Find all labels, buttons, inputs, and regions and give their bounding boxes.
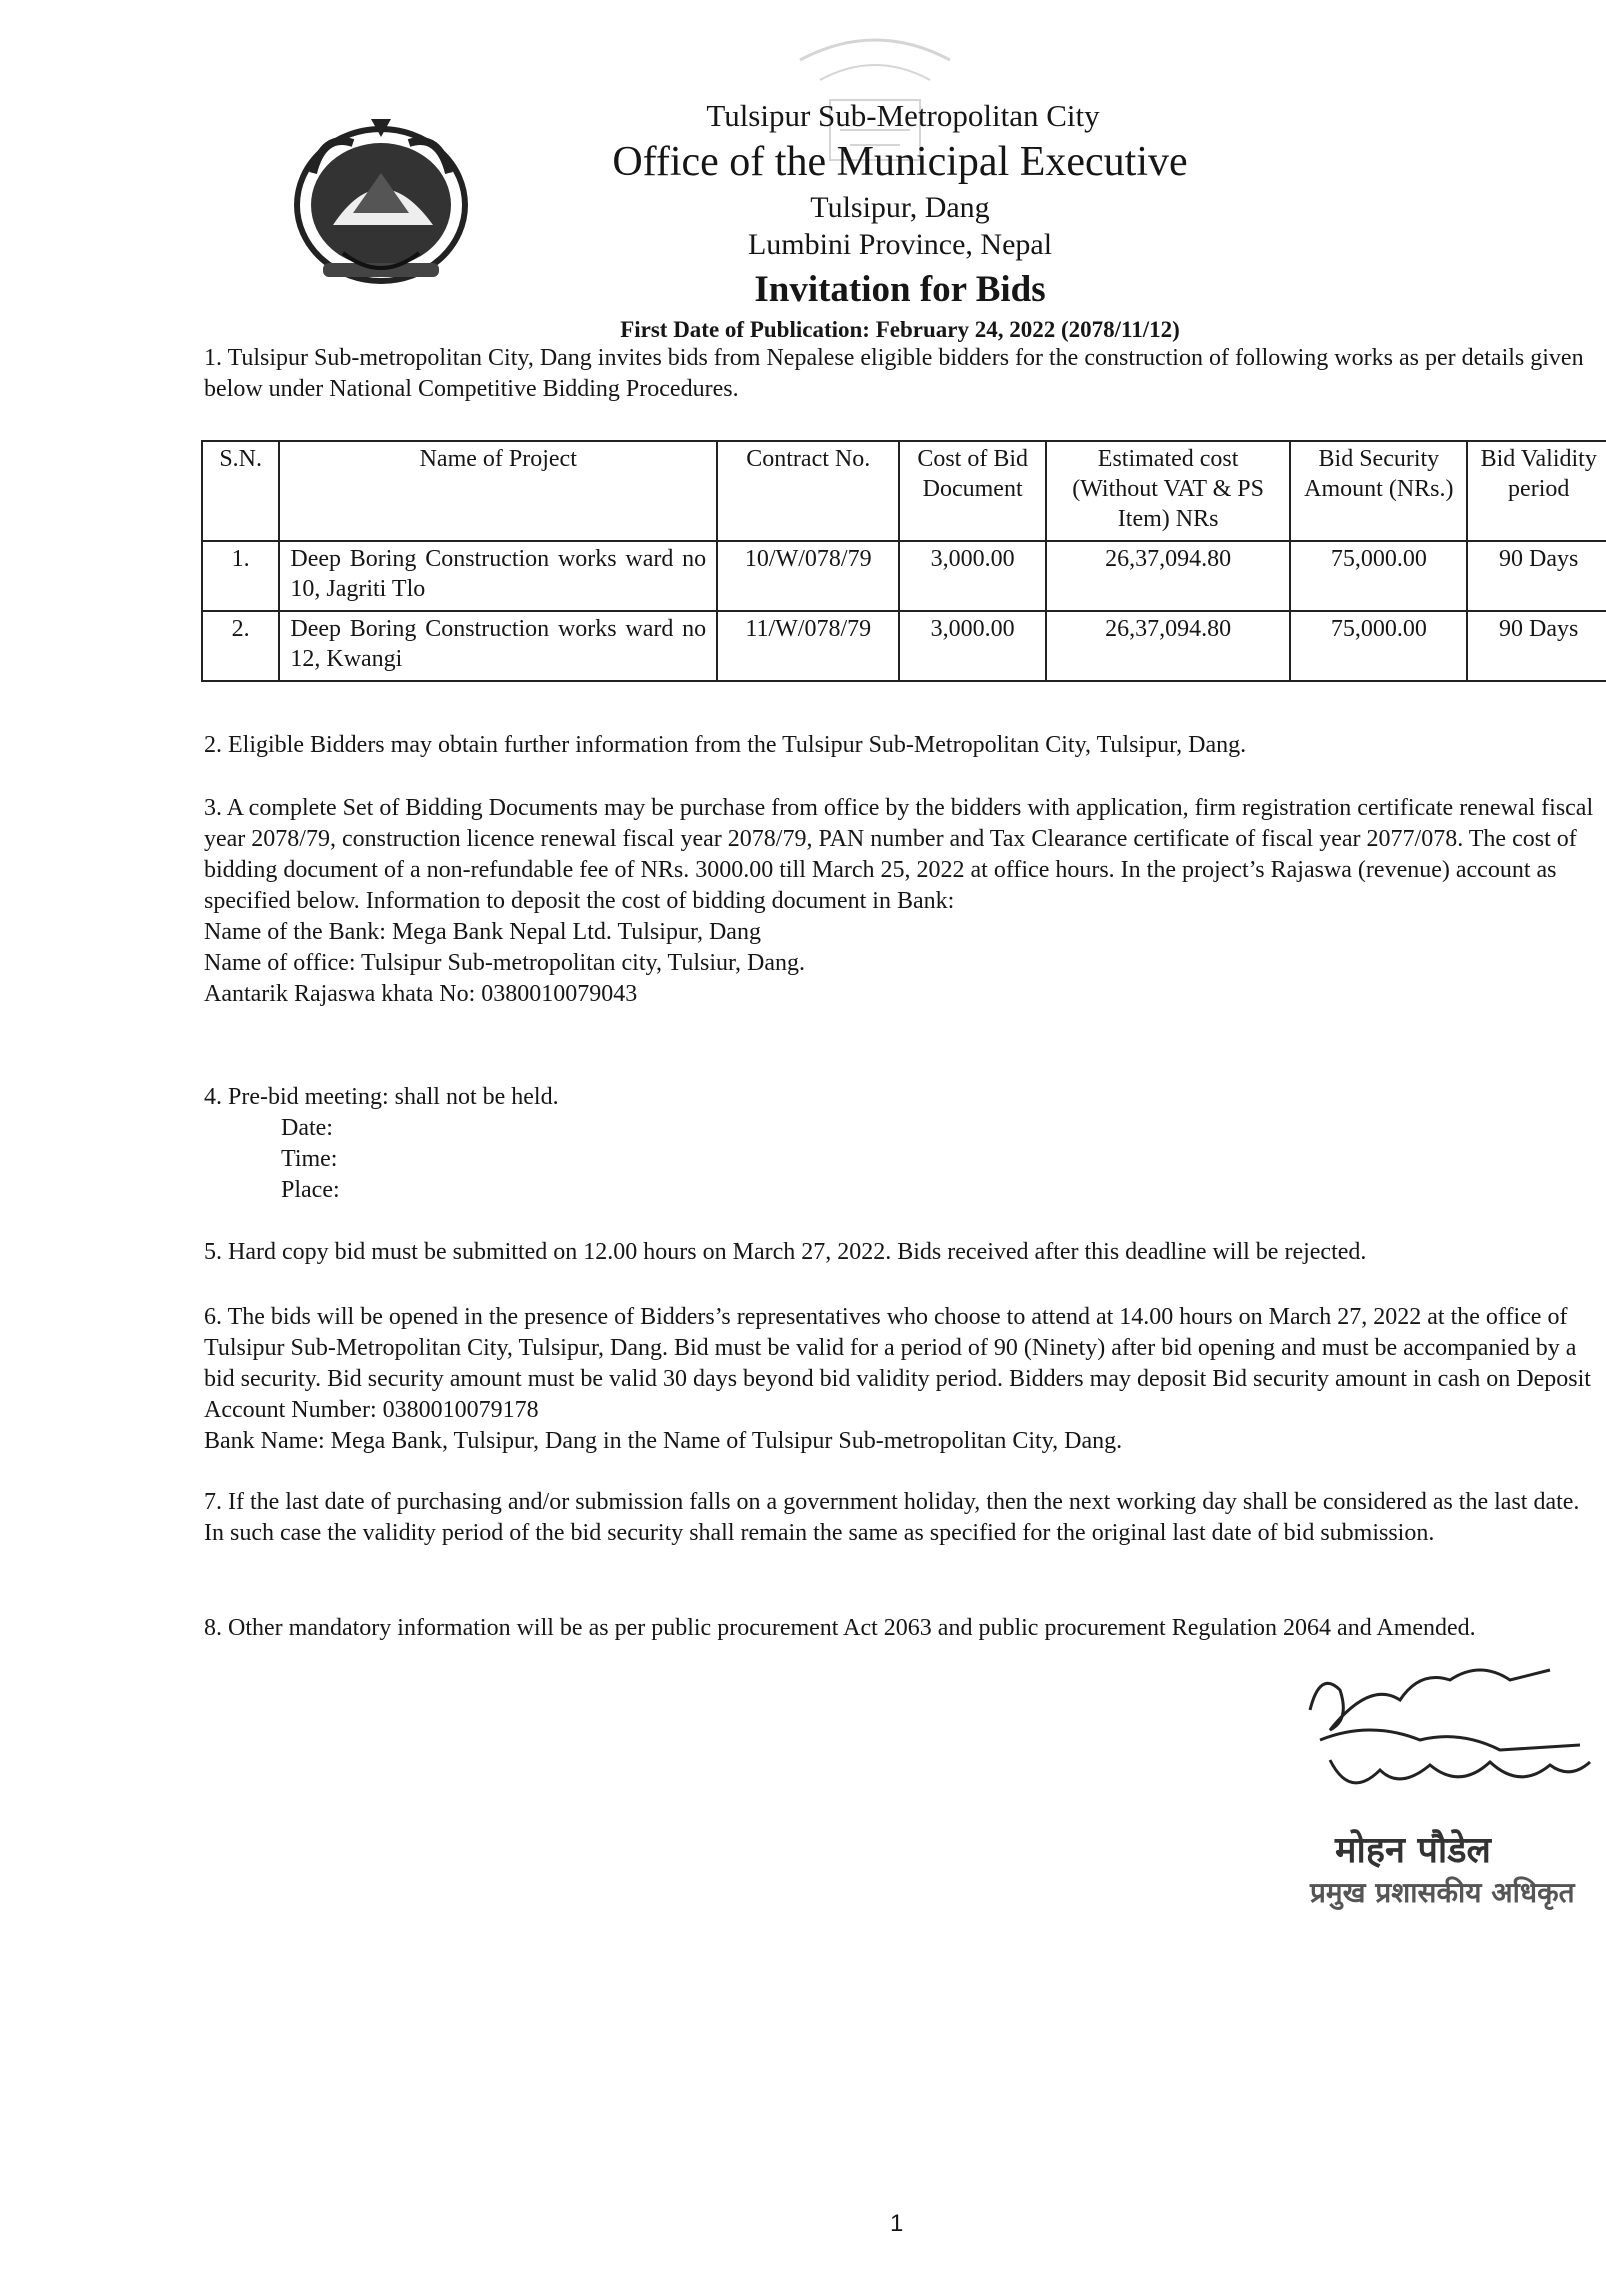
city-name: Tulsipur Sub-Metropolitan City: [706, 98, 1100, 133]
office-name: Office of the Municipal Executive: [612, 139, 1188, 185]
prebid-date: Date:: [281, 1115, 333, 1141]
cell-cost: 3,000.00: [899, 611, 1046, 681]
cell-project-name: Deep Boring Construction works ward no 10, Jagriti Tlo: [279, 541, 717, 611]
cell-estimated-cost: 26,37,094.80: [1046, 611, 1290, 681]
prebid-meeting: 4. Pre-bid meeting: shall not be held.: [204, 1084, 559, 1110]
header-sn: S.N.: [202, 441, 279, 541]
cell-cost: 3,000.00: [899, 541, 1046, 611]
page-number: 1: [890, 2210, 904, 2237]
cell-bid-validity: 90 Days: [1467, 611, 1606, 681]
table-row: [202, 541, 1606, 611]
paragraph-2: 2. Eligible Bidders may obtain further information from the Tulsipur Sub-Metropolitan City, Tulsipur, Dang.: [204, 732, 1247, 758]
signature-icon: [1310, 1670, 1550, 1730]
bank-name: Name of the Bank: Mega Bank Nepal Ltd. Tulsipur, Dang: [204, 919, 761, 945]
cell-sn: 1.: [202, 541, 279, 611]
cell-contract-no: 10/W/078/79: [717, 541, 899, 611]
cell-bid-validity: 90 Days: [1467, 541, 1606, 611]
cell-project-name: Deep Boring Construction works ward no 12, Kwangi: [279, 611, 717, 681]
paragraph-6-text: 6. The bids will be opened in the presence of Bidders’s representatives who choose to attend at 14.00 hours on March 27, 2022 at the office of Tulsipur Sub-Metropolitan City, Tulsipur, Dang. Bid must be valid for a period of 90 (Ninety) after bid opening and must be accompanied by a bid security. Bid security amount must be valid 30 days beyond bid validity period. Bidders may deposit Bid security amount in cash on Deposit Account Number: 0380010079178: [204, 1304, 1591, 1423]
header-contract-no: Contract No.: [717, 441, 899, 541]
office-name-line: Name of office: Tulsipur Sub-metropolitan city, Tulsiur, Dang.: [204, 950, 806, 976]
cell-contract-no: 11/W/078/79: [717, 611, 899, 681]
cell-sn: 2.: [202, 611, 279, 681]
office-province: Lumbini Province, Nepal: [747, 228, 1053, 261]
paragraph-8: 8. Other mandatory information will be as per public procurement Act 2063 and public procurement Regulation 2064 and Amended.: [204, 1615, 1476, 1641]
deposit-bank: Bank Name: Mega Bank, Tulsipur, Dang in the Name of Tulsipur Sub-metropolitan City, Dang.: [204, 1428, 1123, 1454]
cell-bid-security: 75,000.00: [1290, 611, 1467, 681]
paragraph-3-text: 3. A complete Set of Bidding Documents may be purchase from office by the bidders with application, firm registration certificate renewal fiscal year 2078/79, construction licence renewal fiscal year 2078/79, PAN number and Tax Clearance certificate of fiscal year 2077/078. The cost of bidding document of a non-refundable fee of NRs. 3000.00 till March 25, 2022 at office hours. In the project’s Rajaswa (revenue) account as specified below. Information to deposit the cost of bidding document in Bank:: [204, 795, 1594, 914]
publication-date: First Date of Publication: February 24, 2022 (2078/11/12): [620, 317, 1180, 342]
header-bid-security: Bid Security Amount (NRs.): [1290, 441, 1467, 541]
signature-stamp: [1290, 1650, 1606, 1910]
header-estimated-cost: Estimated cost (Without VAT & PS Item) NRs: [1046, 441, 1290, 541]
paragraph-5: 5. Hard copy bid must be submitted on 12.00 hours on March 27, 2022. Bids received after this deadline will be rejected.: [204, 1239, 1367, 1265]
cell-estimated-cost: 26,37,094.80: [1046, 541, 1290, 611]
office-location: Tulsipur, Dang: [810, 191, 990, 224]
page-title: Invitation for Bids: [754, 269, 1046, 310]
prebid-time: Time:: [281, 1146, 338, 1172]
paragraph-1: 1. Tulsipur Sub-metropolitan City, Dang invites bids from Nepalese eligible bidders for the construction of following works as per details given below under National Competitive Bidding Procedures.: [204, 345, 1584, 402]
account-number: Aantarik Rajaswa khata No: 0380010079043: [204, 981, 638, 1007]
official-designation: प्रमुख प्रशासकीय अधिकृत: [1310, 1876, 1575, 1909]
paragraph-6: [204, 1302, 1594, 1457]
prebid-place: Place:: [281, 1177, 340, 1203]
header-cost: Cost of Bid Document: [899, 441, 1046, 541]
bids-table: [201, 440, 1606, 682]
table-row: [202, 611, 1606, 681]
paragraph-7: 7. If the last date of purchasing and/or submission falls on a government holiday, then the next working day shall be considered as the last date. In such case the validity period of the bid security shall remain the same as specified for the original last date of bid submission.: [204, 1489, 1580, 1546]
cell-bid-security: 75,000.00: [1290, 541, 1467, 611]
header-bid-validity: Bid Validity period: [1467, 441, 1606, 541]
paragraph-3: [204, 793, 1594, 1010]
table-header-row: [202, 441, 1606, 541]
official-name: मोहन पौडेल: [1335, 1830, 1491, 1871]
header-project-name: Name of Project: [279, 441, 717, 541]
paragraph-4: [204, 1082, 1594, 1206]
